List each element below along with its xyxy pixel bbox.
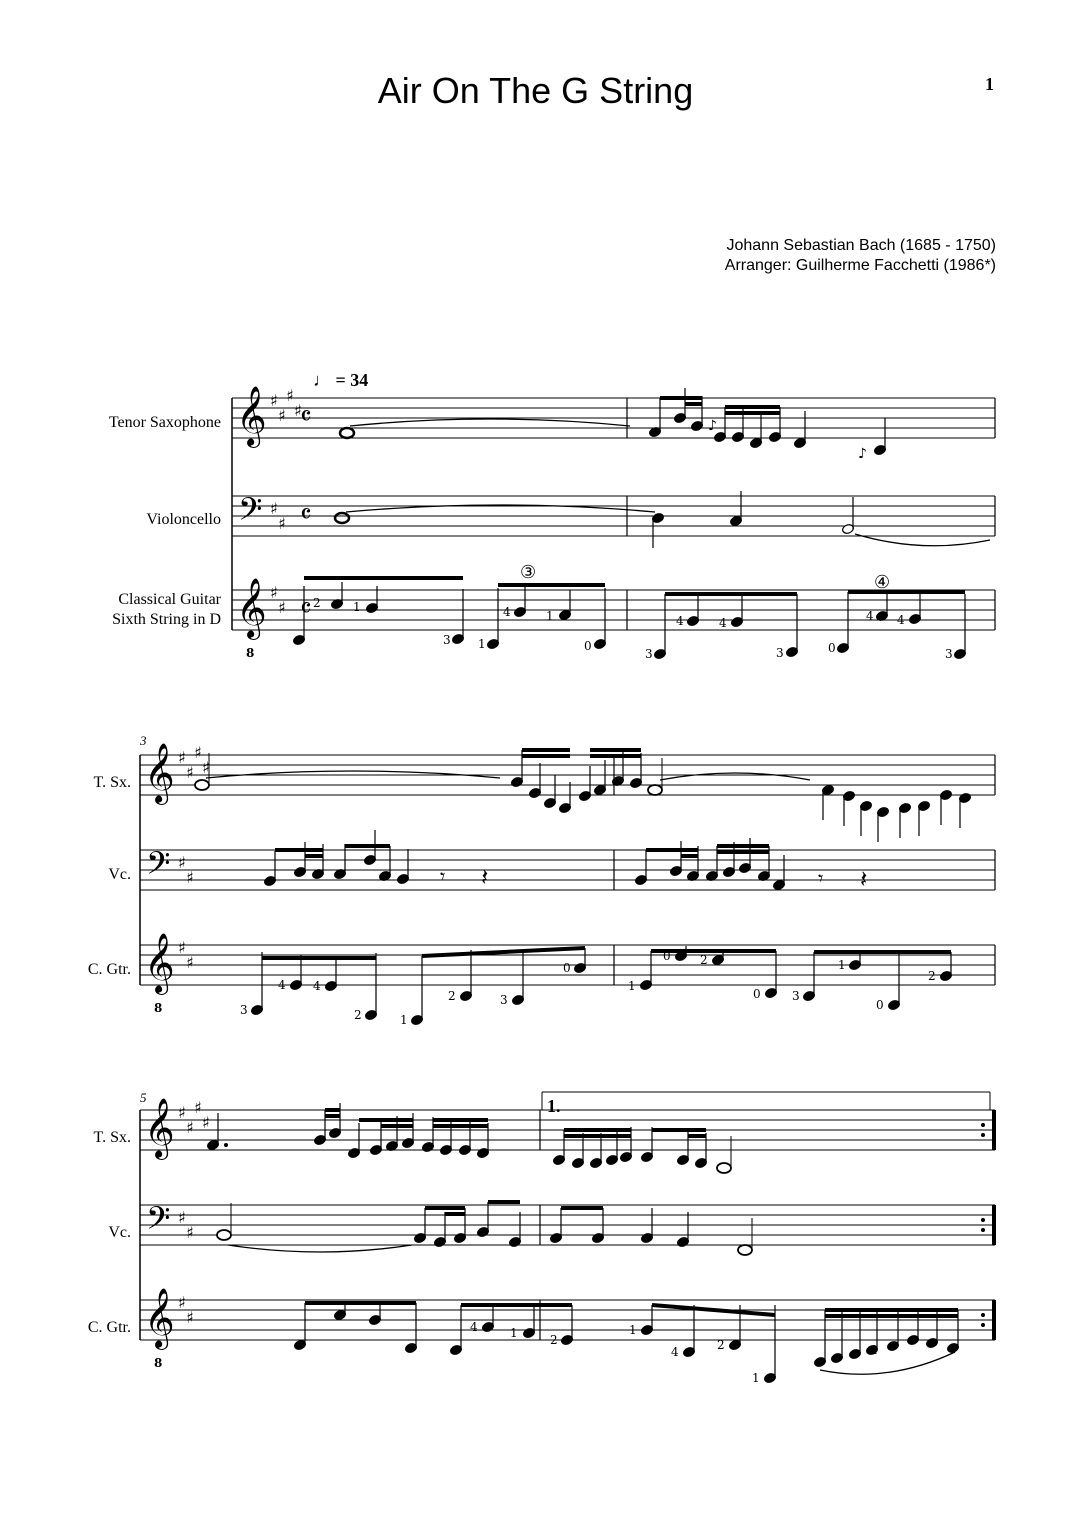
- fingering-number: 0: [753, 987, 761, 1001]
- fingering-number: 3: [500, 993, 508, 1007]
- volta-bracket-label: 1.: [547, 1096, 561, 1116]
- repeat-dot: [981, 1313, 985, 1317]
- fingering-number: 4: [503, 605, 511, 619]
- key-signature-sharp: ♯: [186, 868, 194, 887]
- final-barline: [992, 1300, 996, 1340]
- fingering-number: 1: [478, 637, 486, 651]
- grace-note: ♪: [708, 418, 717, 434]
- fingering-number: 3: [776, 646, 784, 660]
- fingering-number: 2: [928, 969, 936, 983]
- fingering-number: 2: [700, 953, 708, 967]
- label-cello-full: Violoncello: [146, 511, 221, 528]
- key-signature-sharp: ♯: [186, 953, 194, 972]
- half-note: [195, 780, 209, 790]
- repeat-dot: [981, 1218, 985, 1222]
- key-signature-sharp: ♯: [194, 1098, 202, 1117]
- fingering-number: 1: [752, 1371, 760, 1385]
- page-number: 1: [985, 74, 994, 94]
- treble-clef: 𝄞: [144, 1288, 175, 1348]
- key-signature-sharp: ♯: [278, 598, 286, 617]
- fingering-number: 4: [278, 978, 286, 992]
- label-cello-short: Vc.: [108, 1224, 131, 1241]
- label-tenor-sax-full: Tenor Saxophone: [108, 414, 221, 431]
- fingering-number: 4: [719, 616, 727, 630]
- half-note: [717, 1163, 731, 1173]
- key-signature-sharp: ♯: [278, 406, 286, 425]
- treble-clef: 𝄞: [236, 386, 267, 446]
- fingering-number: 3: [792, 989, 800, 1003]
- treble-clef: 𝄞: [144, 743, 175, 803]
- fingering-number: 4: [897, 613, 905, 627]
- key-signature-sharp: ♯: [202, 758, 210, 777]
- bass-clef: 𝄢: [146, 1200, 171, 1244]
- fingering-number: 0: [876, 998, 884, 1012]
- half-note: [648, 785, 662, 795]
- slur-tie: [350, 419, 630, 426]
- fingering-number: 3: [945, 647, 953, 661]
- fingering-number: 4: [313, 979, 321, 993]
- fingering-number: 0: [828, 641, 836, 655]
- key-signature-sharp: ♯: [178, 853, 186, 872]
- repeat-dot: [981, 1123, 985, 1127]
- fingering-number: 2: [717, 1338, 725, 1352]
- tempo-value: = 34: [335, 370, 369, 390]
- label-guitar-short: C. Gtr.: [87, 961, 131, 978]
- quarter-rest: 𝄽: [481, 863, 489, 891]
- key-signature-sharp: ♯: [186, 763, 194, 782]
- label-guitar-short: C. Gtr.: [87, 1319, 131, 1336]
- fingering-number: 4: [470, 1320, 478, 1334]
- fingering-number: 0: [563, 961, 571, 975]
- fingering-number: 4: [870, 1343, 878, 1357]
- measure-number-5: 5: [140, 1090, 147, 1105]
- key-signature-sharp: ♯: [202, 1113, 210, 1132]
- fingering-number: 1: [400, 1013, 408, 1027]
- string-mark-3: ③: [520, 562, 537, 582]
- slur-tie: [228, 1245, 412, 1252]
- fingering-number: 2: [448, 989, 456, 1003]
- label-tenor-sax-short: T. Sx.: [93, 1129, 131, 1146]
- fingering-number: 1: [629, 1323, 637, 1337]
- key-signature-sharp: ♯: [294, 401, 302, 420]
- treble-clef: 𝄞: [144, 933, 175, 993]
- fingering-number: 2: [550, 1333, 558, 1347]
- key-signature-sharp: ♯: [186, 1223, 194, 1242]
- repeat-dot: [981, 1228, 985, 1232]
- treble-clef: 𝄞: [236, 578, 267, 638]
- key-signature-sharp: ♯: [178, 1208, 186, 1227]
- key-signature-sharp: ♯: [270, 499, 278, 518]
- measure-number-3: 3: [140, 733, 147, 748]
- common-time-sign: 𝄴: [300, 402, 312, 432]
- whole-note: [335, 513, 349, 523]
- quarter-rest: 𝄽: [860, 865, 868, 893]
- fingering-number: 1: [838, 958, 846, 972]
- bass-clef: 𝄢: [238, 491, 263, 535]
- octave-eight-mark: 8: [154, 1001, 163, 1015]
- fingering-number: 3: [240, 1003, 248, 1017]
- key-signature-sharp: ♯: [270, 391, 278, 410]
- fingering-number: 3: [443, 633, 451, 647]
- string-mark-4: ④: [874, 572, 891, 592]
- key-signature-sharp: ♯: [178, 748, 186, 767]
- key-signature-sharp: ♯: [278, 514, 286, 533]
- key-signature-sharp: ♯: [178, 1293, 186, 1312]
- label-tenor-sax-short: T. Sx.: [93, 774, 131, 791]
- composer-credit: Johann Sebastian Bach (1685 - 1750): [726, 237, 996, 254]
- arranger-credit: Arranger: Guilherme Facchetti (1986*): [724, 257, 996, 274]
- fingering-number: 0: [584, 639, 592, 653]
- final-barline: [992, 1205, 996, 1245]
- key-signature-sharp: ♯: [270, 583, 278, 602]
- fingering-number: 1: [510, 1326, 518, 1340]
- key-signature-sharp: ♯: [194, 743, 202, 762]
- half-note: [738, 1245, 752, 1255]
- treble-clef: 𝄞: [144, 1098, 175, 1158]
- final-barline: [992, 1110, 996, 1150]
- fingering-number: 1: [546, 609, 554, 623]
- eighth-rest: 𝄾: [440, 864, 446, 888]
- fingering-number: 4: [866, 609, 874, 623]
- fingering-number: 1: [353, 600, 361, 614]
- label-guitar-line2: Sixth String in D: [112, 611, 221, 628]
- common-time-sign: 𝄴: [300, 594, 312, 624]
- label-cello-short: Vc.: [108, 866, 131, 883]
- fingering-number: 2: [313, 596, 321, 610]
- slur-tie: [660, 773, 810, 780]
- fingering-number: 4: [671, 1345, 679, 1359]
- fingering-number: 3: [645, 647, 653, 661]
- key-signature-sharp: ♯: [178, 1103, 186, 1122]
- fingering-number: 2: [354, 1008, 362, 1022]
- whole-note: [340, 428, 354, 438]
- score-title: Air On The G String: [377, 70, 694, 111]
- label-guitar-line1: Classical Guitar: [118, 591, 221, 608]
- octave-eight-mark: 8: [154, 1356, 163, 1370]
- common-time-sign: 𝄴: [300, 500, 312, 530]
- tempo-note-icon: ♩: [313, 370, 331, 390]
- repeat-dot: [981, 1323, 985, 1327]
- half-note: [217, 1230, 231, 1240]
- eighth-rest: 𝄾: [818, 866, 824, 890]
- dot: [224, 1143, 228, 1147]
- octave-eight-mark: 8: [246, 646, 255, 660]
- fingering-number: 4: [676, 614, 684, 628]
- grace-note: ♪: [858, 446, 867, 462]
- key-signature-sharp: ♯: [186, 1308, 194, 1327]
- key-signature-sharp: ♯: [186, 1118, 194, 1137]
- key-signature-sharp: ♯: [286, 386, 294, 405]
- fingering-number: 0: [663, 949, 671, 963]
- repeat-dot: [981, 1133, 985, 1137]
- bass-clef: 𝄢: [146, 845, 171, 889]
- fingering-number: 1: [628, 979, 636, 993]
- key-signature-sharp: ♯: [178, 938, 186, 957]
